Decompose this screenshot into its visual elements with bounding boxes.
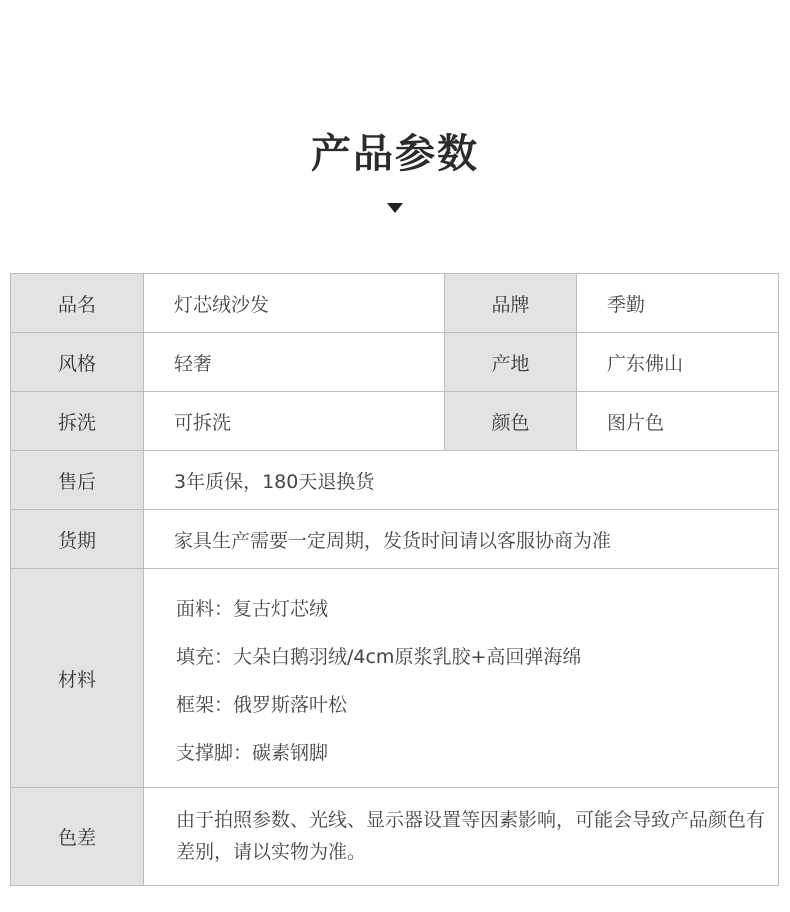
label-materials: 材料 bbox=[11, 569, 144, 787]
value-color: 图片色 bbox=[607, 411, 665, 434]
label-origin: 产地 bbox=[444, 333, 577, 391]
label-brand: 品牌 bbox=[444, 274, 577, 332]
table-row bbox=[11, 510, 778, 569]
label-washable: 拆洗 bbox=[11, 392, 144, 450]
value-after-sales: 3年质保，180天退换货 bbox=[174, 470, 375, 493]
table-row bbox=[11, 788, 778, 885]
material-filling: 填充：大朵白鹅羽绒/4cm原浆乳胶+高回弹海绵 bbox=[176, 646, 582, 668]
material-legs: 支撑脚：碳素钢脚 bbox=[176, 742, 329, 764]
label-style: 风格 bbox=[11, 333, 144, 391]
value-washable: 可拆洗 bbox=[174, 411, 232, 434]
table-row bbox=[11, 569, 778, 788]
color-diff-cell bbox=[144, 788, 778, 885]
label-color: 颜色 bbox=[444, 392, 577, 450]
material-fabric: 面料：复古灯芯绒 bbox=[176, 598, 329, 620]
label-color-diff: 色差 bbox=[11, 788, 144, 885]
value-delivery: 家具生产需要一定周期，发货时间请以客服协商为准 bbox=[174, 529, 612, 552]
table-row bbox=[11, 333, 778, 392]
table-row bbox=[11, 451, 778, 510]
label-name: 品名 bbox=[11, 274, 144, 332]
value-color-diff: 由于拍照参数、光线、显示器设置等因素影响，可能会导致产品颜色有差别，请以实物为准。 bbox=[176, 809, 766, 863]
page-title: 产品参数 bbox=[311, 131, 479, 177]
table-row bbox=[11, 274, 778, 333]
value-brand: 季勤 bbox=[607, 293, 646, 316]
caret-down-icon bbox=[387, 203, 403, 213]
materials-list bbox=[144, 569, 778, 787]
value-name: 灯芯绒沙发 bbox=[174, 293, 270, 316]
value-origin: 广东佛山 bbox=[607, 352, 684, 375]
material-frame: 框架：俄罗斯落叶松 bbox=[176, 694, 348, 716]
table-row bbox=[11, 392, 778, 451]
product-params-table bbox=[10, 273, 779, 886]
value-style: 轻奢 bbox=[174, 352, 213, 375]
label-delivery: 货期 bbox=[11, 510, 144, 568]
label-after-sales: 售后 bbox=[11, 451, 144, 509]
